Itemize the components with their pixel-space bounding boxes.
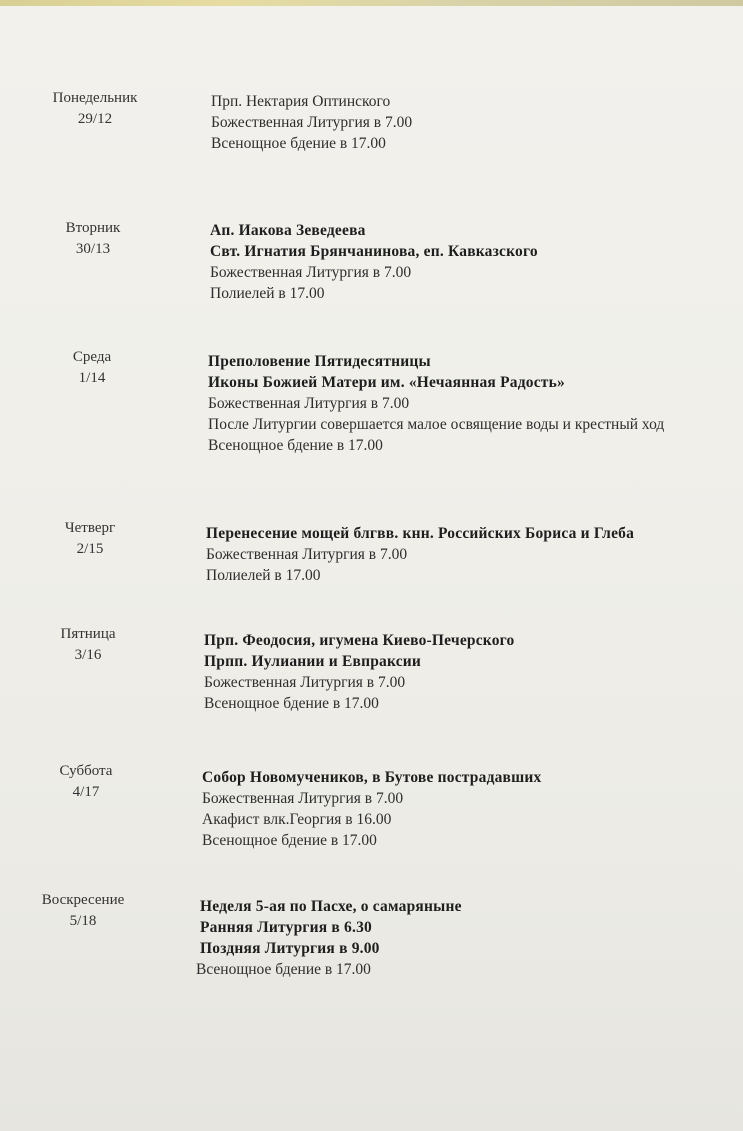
day-events: [202, 767, 733, 851]
day-date: 4/17: [72, 784, 100, 800]
event-line: Божественная Литургия в 7.00: [202, 790, 404, 807]
event-line-bold: Ранняя Литургия в 6.30: [200, 919, 372, 936]
day-name: Вторник: [65, 220, 121, 236]
event-line-bold: Неделя 5-ая по Пасхе, о самаряныне: [200, 898, 462, 915]
paper-top-edge: [0, 0, 743, 6]
event-line-bold: Свт. Игнатия Брянчанинова, еп. Кавказского: [210, 243, 538, 260]
day-date: 2/15: [76, 541, 104, 557]
event-line: Божественная Литургия в 7.00: [211, 114, 413, 131]
event-line: Полиелей в 17.00: [206, 567, 321, 584]
day-label: [20, 88, 170, 130]
event-line-bold: Ап. Иакова Зеведеева: [210, 222, 366, 239]
day-date: 1/14: [78, 370, 106, 386]
event-line: Всенощное бдение в 17.00: [211, 135, 386, 152]
day-label: [8, 890, 158, 932]
day-name: Воскресение: [41, 892, 125, 908]
day-date: 3/16: [74, 647, 102, 663]
day-name: Пятница: [60, 626, 116, 642]
day-name: Суббота: [59, 763, 113, 779]
event-line-bold: Поздняя Литургия в 9.00: [200, 940, 380, 957]
day-label: [11, 761, 161, 803]
day-events: [210, 220, 733, 304]
day-events: [211, 91, 733, 154]
event-line-bold: Прпп. Иулиании и Евпраксии: [204, 653, 422, 670]
day-label: [18, 218, 168, 260]
day-date: 5/18: [69, 913, 97, 929]
event-line: Божественная Литургия в 7.00: [210, 264, 412, 281]
event-line: Полиелей в 17.00: [210, 285, 325, 302]
day-name: Понедельник: [52, 90, 138, 106]
day-date: 29/12: [77, 111, 113, 127]
event-line-bold: Прп. Феодосия, игумена Киево-Печерского: [204, 632, 515, 649]
event-line: Всенощное бдение в 17.00: [204, 695, 379, 712]
event-line: Всенощное бдение в 17.00: [202, 832, 377, 849]
event-line-bold: Собор Новомучеников, в Бутове пострадавших: [202, 769, 542, 786]
event-line: Прп. Нектария Оптинского: [211, 93, 391, 110]
day-events: [208, 351, 733, 456]
event-line: Божественная Литургия в 7.00: [206, 546, 408, 563]
event-line: Божественная Литургия в 7.00: [204, 674, 406, 691]
event-line: Божественная Литургия в 7.00: [208, 395, 410, 412]
event-line-bold: Преполовение Пятидесятницы: [208, 353, 431, 370]
day-name: Четверг: [64, 520, 116, 536]
day-events: [204, 630, 733, 714]
event-line-bold: Перенесение мощей блгвв. кнн. Российских Бориса и Глеба: [206, 525, 635, 542]
day-label: [15, 518, 165, 560]
day-label: [17, 347, 167, 389]
day-date: 30/13: [75, 241, 111, 257]
day-events: [206, 523, 733, 586]
event-line: Акафист влк.Георгия в 16.00: [202, 811, 392, 828]
event-line-bold: Иконы Божией Матери им. «Нечаянная Радость»: [208, 374, 565, 391]
event-line: Всенощное бдение в 17.00: [196, 961, 371, 978]
day-name: Среда: [72, 349, 112, 365]
day-events: [196, 896, 733, 980]
event-line: Всенощное бдение в 17.00: [208, 437, 383, 454]
day-label: [13, 624, 163, 666]
event-line: После Литургии совершается малое освящение воды и крестный ход: [208, 416, 665, 433]
